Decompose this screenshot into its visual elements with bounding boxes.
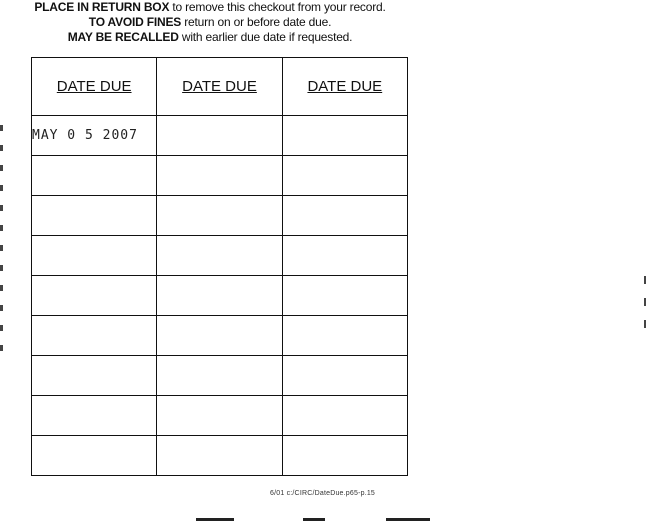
left-edge-scan-marks [0,125,4,380]
table-row [32,116,408,156]
table-row [32,156,408,196]
column-header: DATE DUE [282,58,407,116]
instruction-line-3: MAY BE RECALLED with earlier due date if requested. [67,30,353,44]
table-cell [282,236,407,276]
table-cell [157,236,282,276]
table-cell [32,396,157,436]
due-date-stamp: MAY 0 5 2007 [32,116,157,156]
table-cell [32,276,157,316]
table-cell [157,356,282,396]
table-cell [157,116,282,156]
table-cell [282,156,407,196]
table-cell [282,356,407,396]
table-cell [157,276,282,316]
table-cell [282,276,407,316]
table-cell [157,396,282,436]
instruction-line-1: PLACE IN RETURN BOX to remove this checkout from your record. [34,0,386,14]
bottom-edge-marks [0,518,650,528]
table-cell [157,196,282,236]
header-row [32,58,408,116]
right-edge-scan-marks [644,276,648,342]
column-header: DATE DUE [32,58,157,116]
table-row [32,356,408,396]
table-row [32,276,408,316]
table-row [32,236,408,276]
table-cell [32,236,157,276]
table-cell [157,156,282,196]
table-row [32,436,408,476]
table-cell [32,436,157,476]
column-header: DATE DUE [157,58,282,116]
table-cell [282,436,407,476]
table-cell [32,156,157,196]
form-code: 6/01 c:/CIRC/DateDue.p65-p.15 [270,490,376,497]
table-cell [282,316,407,356]
table-cell [32,316,157,356]
table-cell [282,396,407,436]
table-cell [32,196,157,236]
date-due-table [31,57,408,476]
table-cell [32,356,157,396]
table-cell [157,436,282,476]
table-cell [157,316,282,356]
table-row [32,196,408,236]
table-row [32,316,408,356]
instruction-line-2: TO AVOID FINES return on or before date due. [88,15,332,29]
instructions-header [0,0,420,45]
table-cell [282,116,407,156]
table-row [32,396,408,436]
table-cell [282,196,407,236]
